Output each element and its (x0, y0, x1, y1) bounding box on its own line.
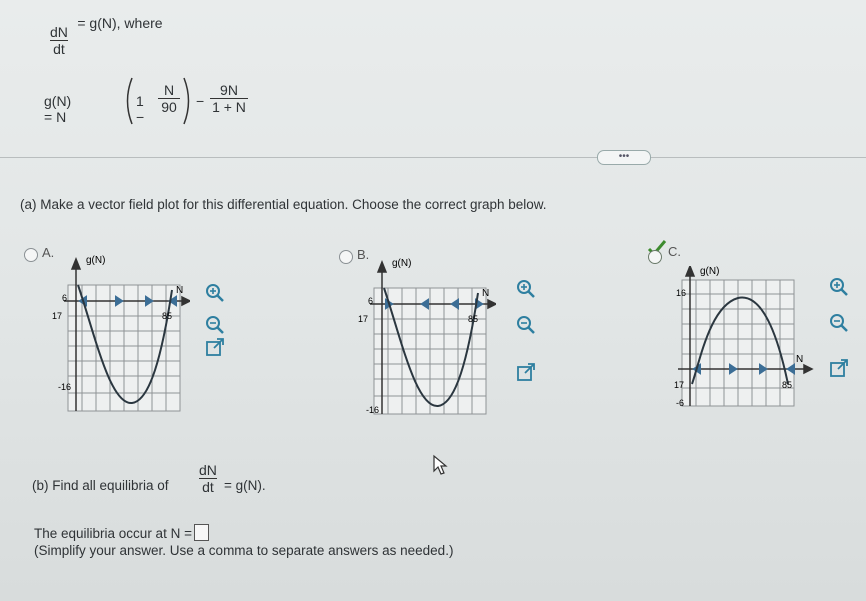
option-c-ytick-bottom: -6 (676, 398, 685, 408)
option-b-zoom-out-icon[interactable] (515, 314, 537, 336)
section-divider (0, 157, 866, 158)
option-c-graph[interactable] (670, 266, 815, 416)
inner-fraction (158, 82, 180, 115)
answer-line (34, 524, 209, 541)
option-b-xtick-right: 85 (468, 314, 479, 324)
option-b-xlabel: N (482, 288, 490, 299)
option-c-label: C. (668, 244, 681, 259)
left-paren-icon (122, 76, 134, 126)
option-c-xlabel: N (796, 354, 804, 365)
option-a-zoom-out-icon[interactable] (204, 314, 226, 336)
ode-equation (50, 15, 163, 57)
option-a-xtick-right: 85 (162, 311, 173, 321)
option-b-label: B. (357, 247, 370, 262)
term2-numerator: 9N (220, 82, 238, 98)
part-b-prompt-suffix: = g(N). (224, 478, 266, 493)
answer-prefix: The equilibria occur at N = (34, 526, 192, 541)
option-a-popout-icon[interactable] (204, 337, 226, 359)
option-a-ytick-top: 6 (62, 293, 68, 303)
option-c-zoom-in-icon[interactable] (828, 276, 850, 298)
part-b-prompt-prefix: (b) Find all equilibria of (32, 478, 169, 493)
derivative-denominator: dt (53, 41, 65, 57)
option-c-radio[interactable] (648, 250, 662, 264)
option-b-xtick-left: 17 (358, 314, 369, 324)
mouse-cursor-icon (432, 454, 448, 476)
minus-sign: − (196, 93, 205, 109)
part-a-prompt: (a) Make a vector field plot for this differential equation. Choose the correct graph below. (20, 197, 547, 212)
answer-hint: (Simplify your answer. Use a comma to separate answers as needed.) (34, 543, 454, 558)
option-c-popout-icon[interactable] (828, 358, 850, 380)
derivative-numerator: dN (50, 24, 68, 40)
option-a-radio[interactable] (24, 248, 38, 262)
second-term-fraction (210, 82, 248, 115)
inner-one: 1 − (136, 93, 145, 125)
option-c-zoom-out-icon[interactable] (828, 312, 850, 334)
option-a-graph[interactable] (50, 255, 190, 415)
inner-denominator: 90 (161, 99, 177, 115)
option-b-popout-icon[interactable] (515, 362, 537, 384)
option-a-zoom-in-icon[interactable] (204, 282, 226, 304)
option-c-xtick-right: 85 (782, 380, 793, 390)
option-b-ytick-bottom: -16 (366, 405, 380, 415)
option-a-ytick-bottom: -16 (58, 382, 72, 392)
option-a-ylabel: g(N) (86, 255, 106, 266)
equilibria-answer-input[interactable] (194, 524, 209, 541)
more-button[interactable]: ••• (597, 150, 651, 165)
part-b-derivative-fraction (199, 462, 217, 495)
option-c-ytick-top: 16 (676, 288, 687, 298)
right-paren-icon (182, 76, 194, 126)
option-b-zoom-in-icon[interactable] (515, 278, 537, 300)
g-lhs: g(N) = N (44, 93, 72, 125)
option-a-xtick-left: 17 (52, 311, 63, 321)
option-c-ylabel: g(N) (700, 266, 720, 277)
option-c-xtick-left: 17 (674, 380, 685, 390)
inner-numerator: N (163, 82, 175, 98)
term2-denominator: 1 + N (212, 99, 246, 115)
ode-rhs-text: = g(N), where (77, 15, 163, 31)
part-b-derivative-denominator: dt (202, 479, 214, 495)
option-b-radio[interactable] (339, 250, 353, 264)
option-b-ytick-top: 6 (368, 296, 374, 306)
derivative-fraction (50, 24, 68, 57)
option-a-label: A. (42, 245, 55, 260)
option-b-graph[interactable] (356, 258, 496, 418)
option-b-ylabel: g(N) (392, 258, 412, 269)
option-a-xlabel: N (176, 285, 184, 296)
part-b-derivative-numerator: dN (199, 462, 217, 478)
